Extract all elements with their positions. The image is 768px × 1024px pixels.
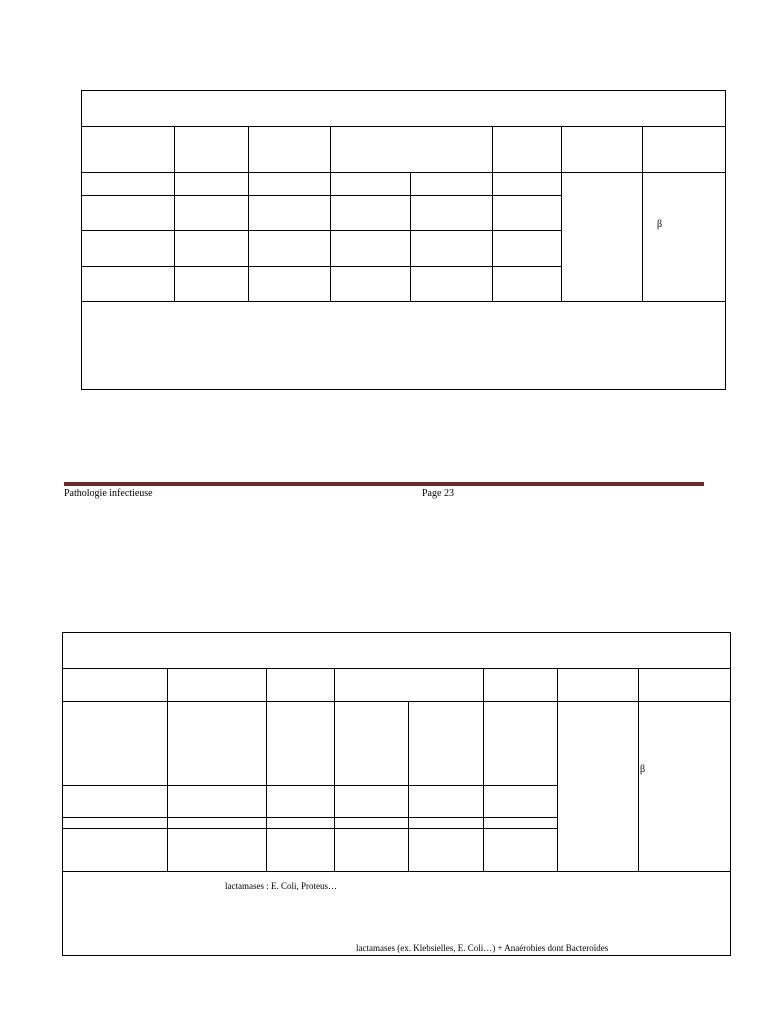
beta-symbol: β <box>640 764 646 775</box>
table1-header-cell <box>493 127 562 173</box>
table2-title-cell <box>63 633 731 669</box>
footer-rule <box>64 482 704 486</box>
table1-header-cell <box>249 127 331 173</box>
beta-symbol: β <box>657 219 663 230</box>
table1-notes-row <box>82 302 726 390</box>
table-row <box>82 173 726 196</box>
table2-title-row <box>63 633 731 669</box>
table1-header-cell <box>82 127 175 173</box>
antibiotic-table-1 <box>81 90 726 390</box>
table2-header-cell <box>484 669 558 702</box>
note-line-1: lactamases : E. Coli, Proteus… <box>225 881 337 891</box>
table2-header-cell <box>639 669 731 702</box>
table1-beta-cell <box>643 173 726 302</box>
table1-header-cell <box>562 127 643 173</box>
note-line-2: lactamases (ex. Klebsielles, E. Coli…) + Anaérobies dont Bacteroïdes <box>356 943 609 953</box>
table2-merged-cell <box>558 702 639 872</box>
page-number: Page 23 <box>422 488 454 499</box>
table1-header-row <box>82 127 726 173</box>
table1-merged-cell <box>562 173 643 302</box>
table2-header-cell <box>335 669 484 702</box>
table1-header-cell <box>331 127 493 173</box>
table1-notes-cell <box>82 302 726 390</box>
table2-header-cell <box>558 669 639 702</box>
table2-header-cell <box>168 669 267 702</box>
table-row <box>63 702 731 786</box>
table2-notes-cell <box>63 872 731 956</box>
antibiotic-table-2 <box>62 632 731 956</box>
table2-notes-row <box>63 872 731 956</box>
table2-header-cell <box>63 669 168 702</box>
table2-header-row <box>63 669 731 702</box>
table1-header-cell <box>175 127 249 173</box>
table2-header-cell <box>267 669 335 702</box>
table1-title-cell <box>82 91 726 127</box>
footer-title: Pathologie infectieuse <box>64 488 153 499</box>
table2-beta-cell <box>639 702 731 872</box>
table1-header-cell <box>643 127 726 173</box>
table1-title-row <box>82 91 726 127</box>
